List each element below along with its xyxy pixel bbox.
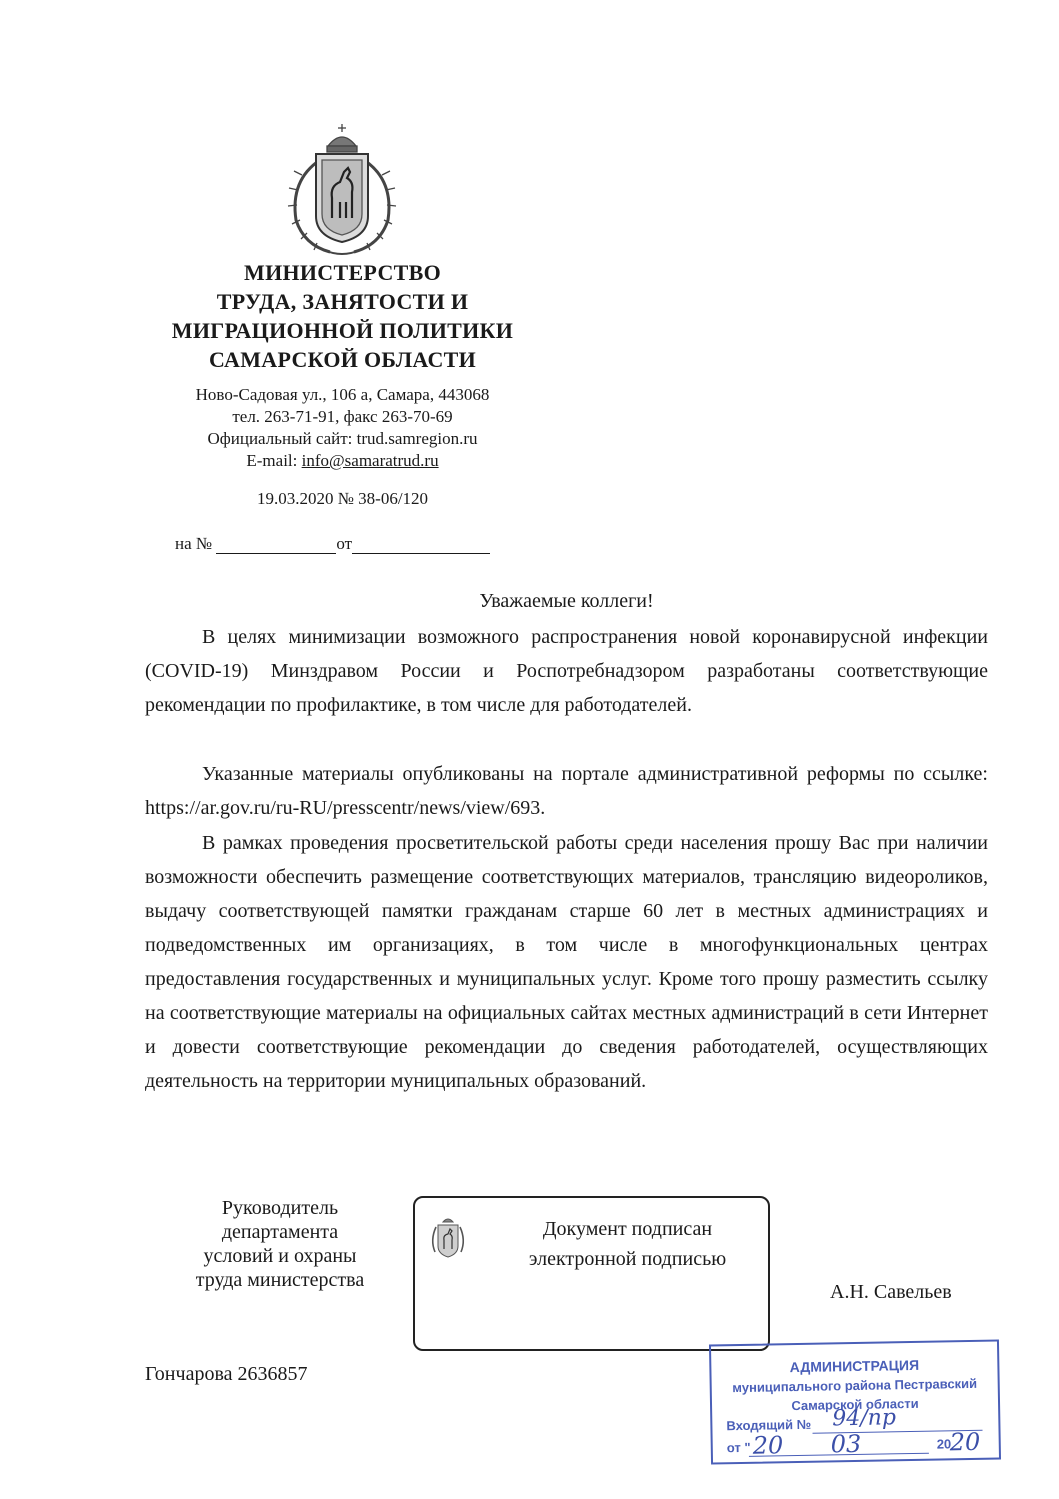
signature-notice	[495, 1214, 760, 1274]
coat-of-arms-icon	[280, 120, 404, 260]
signature-notice-line: электронной подписью	[528, 1248, 727, 1270]
ministry-name-line: ТРУДА, ЗАНЯТОСТИ И	[216, 289, 469, 314]
reply-reference	[175, 534, 490, 554]
email-link[interactable]: info@samaratrud.ru	[301, 451, 439, 470]
ministry-name-line: САМАРСКОЙ ОБЛАСТИ	[208, 347, 477, 372]
ministry-contacts	[110, 384, 575, 472]
signer-name: А.Н. Савельев	[830, 1281, 952, 1303]
executor-contact: Гончарова 2636857	[145, 1363, 308, 1385]
reply-date-label: от	[336, 534, 353, 553]
position-line: Руководитель	[221, 1197, 339, 1219]
reply-number-label: на №	[175, 534, 213, 553]
registration-number: 19.03.2020 № 38-06/120	[256, 489, 429, 508]
coat-of-arms-icon	[429, 1216, 467, 1262]
stamp-org-line: Самарской области	[791, 1395, 919, 1414]
position-line: труда министерства	[195, 1269, 365, 1291]
ministry-name-line: МИГРАЦИОННОЙ ПОЛИТИКИ	[171, 318, 514, 343]
position-line: департамента	[221, 1221, 339, 1243]
stamp-org-line: АДМИНИСТРАЦИЯ	[789, 1356, 920, 1376]
stamp-date-month: 03	[830, 1429, 862, 1459]
electronic-signature-box	[413, 1196, 770, 1351]
paragraph: В целях минимизации возможного распространения новой коронавирусной инфекции (COVID-19) Минздравом России и Роспотребнадзором разработаны соответствующие рекомендации по профилактике, в том числе для работодателей.	[145, 626, 988, 716]
stamp-incoming-number: 94/пр	[832, 1405, 897, 1432]
paragraph: Указанные материалы опубликованы на портале административной реформы по ссылке: https://ar.gov.ru/ru-RU/presscentr/news/view/693.	[145, 763, 988, 819]
stamp-date-day: 20	[752, 1431, 784, 1460]
reply-number-blank	[216, 537, 336, 554]
stamp-incoming-label: Входящий №	[726, 1416, 812, 1434]
incoming-registration-stamp	[709, 1339, 1001, 1464]
position-line: условий и охраны	[203, 1245, 357, 1267]
stamp-org-line: муниципального района Пестравский	[732, 1375, 978, 1396]
stamp-year-suffix: 20	[949, 1427, 981, 1457]
email-line	[110, 450, 575, 472]
signatory-position	[150, 1196, 410, 1292]
stamp-year-prefix: 20	[936, 1436, 952, 1452]
ministry-name	[110, 258, 575, 374]
official-site: Официальный сайт: trud.samregion.ru	[207, 429, 478, 448]
paragraph: В рамках проведения просветительской работы среди населения прошу Вас при наличии возможности обеспечить размещение соответствующих материалов, трансляцию видеороликов, выдачу соответствующей памятки гражданам старше 60 лет в местных администрациях и подведомственных им организациях, в том числе в многофункциональных центрах предоставления государственных и муниципальных услуг. Кроме того прошу разместить ссылку на соответствующие материалы на официальных сайтах местных администраций в сети Интернет и довести соответствующие рекомендации до сведения работодателей, осуществляющих деятельность на территории муниципальных образований.	[145, 832, 988, 1092]
address: Ново-Садовая ул., 106 а, Самара, 443068	[195, 385, 490, 404]
greeting: Уважаемые коллеги!	[479, 590, 654, 612]
email-label: E-mail:	[246, 451, 302, 470]
phone-fax: тел. 263-71-91, факс 263-70-69	[232, 407, 453, 426]
reply-date-blank	[352, 537, 490, 554]
signature-notice-line: Документ подписан	[542, 1218, 713, 1240]
stamp-date-label: от "	[726, 1439, 751, 1456]
ministry-name-line: МИНИСТЕРСТВО	[244, 260, 441, 285]
